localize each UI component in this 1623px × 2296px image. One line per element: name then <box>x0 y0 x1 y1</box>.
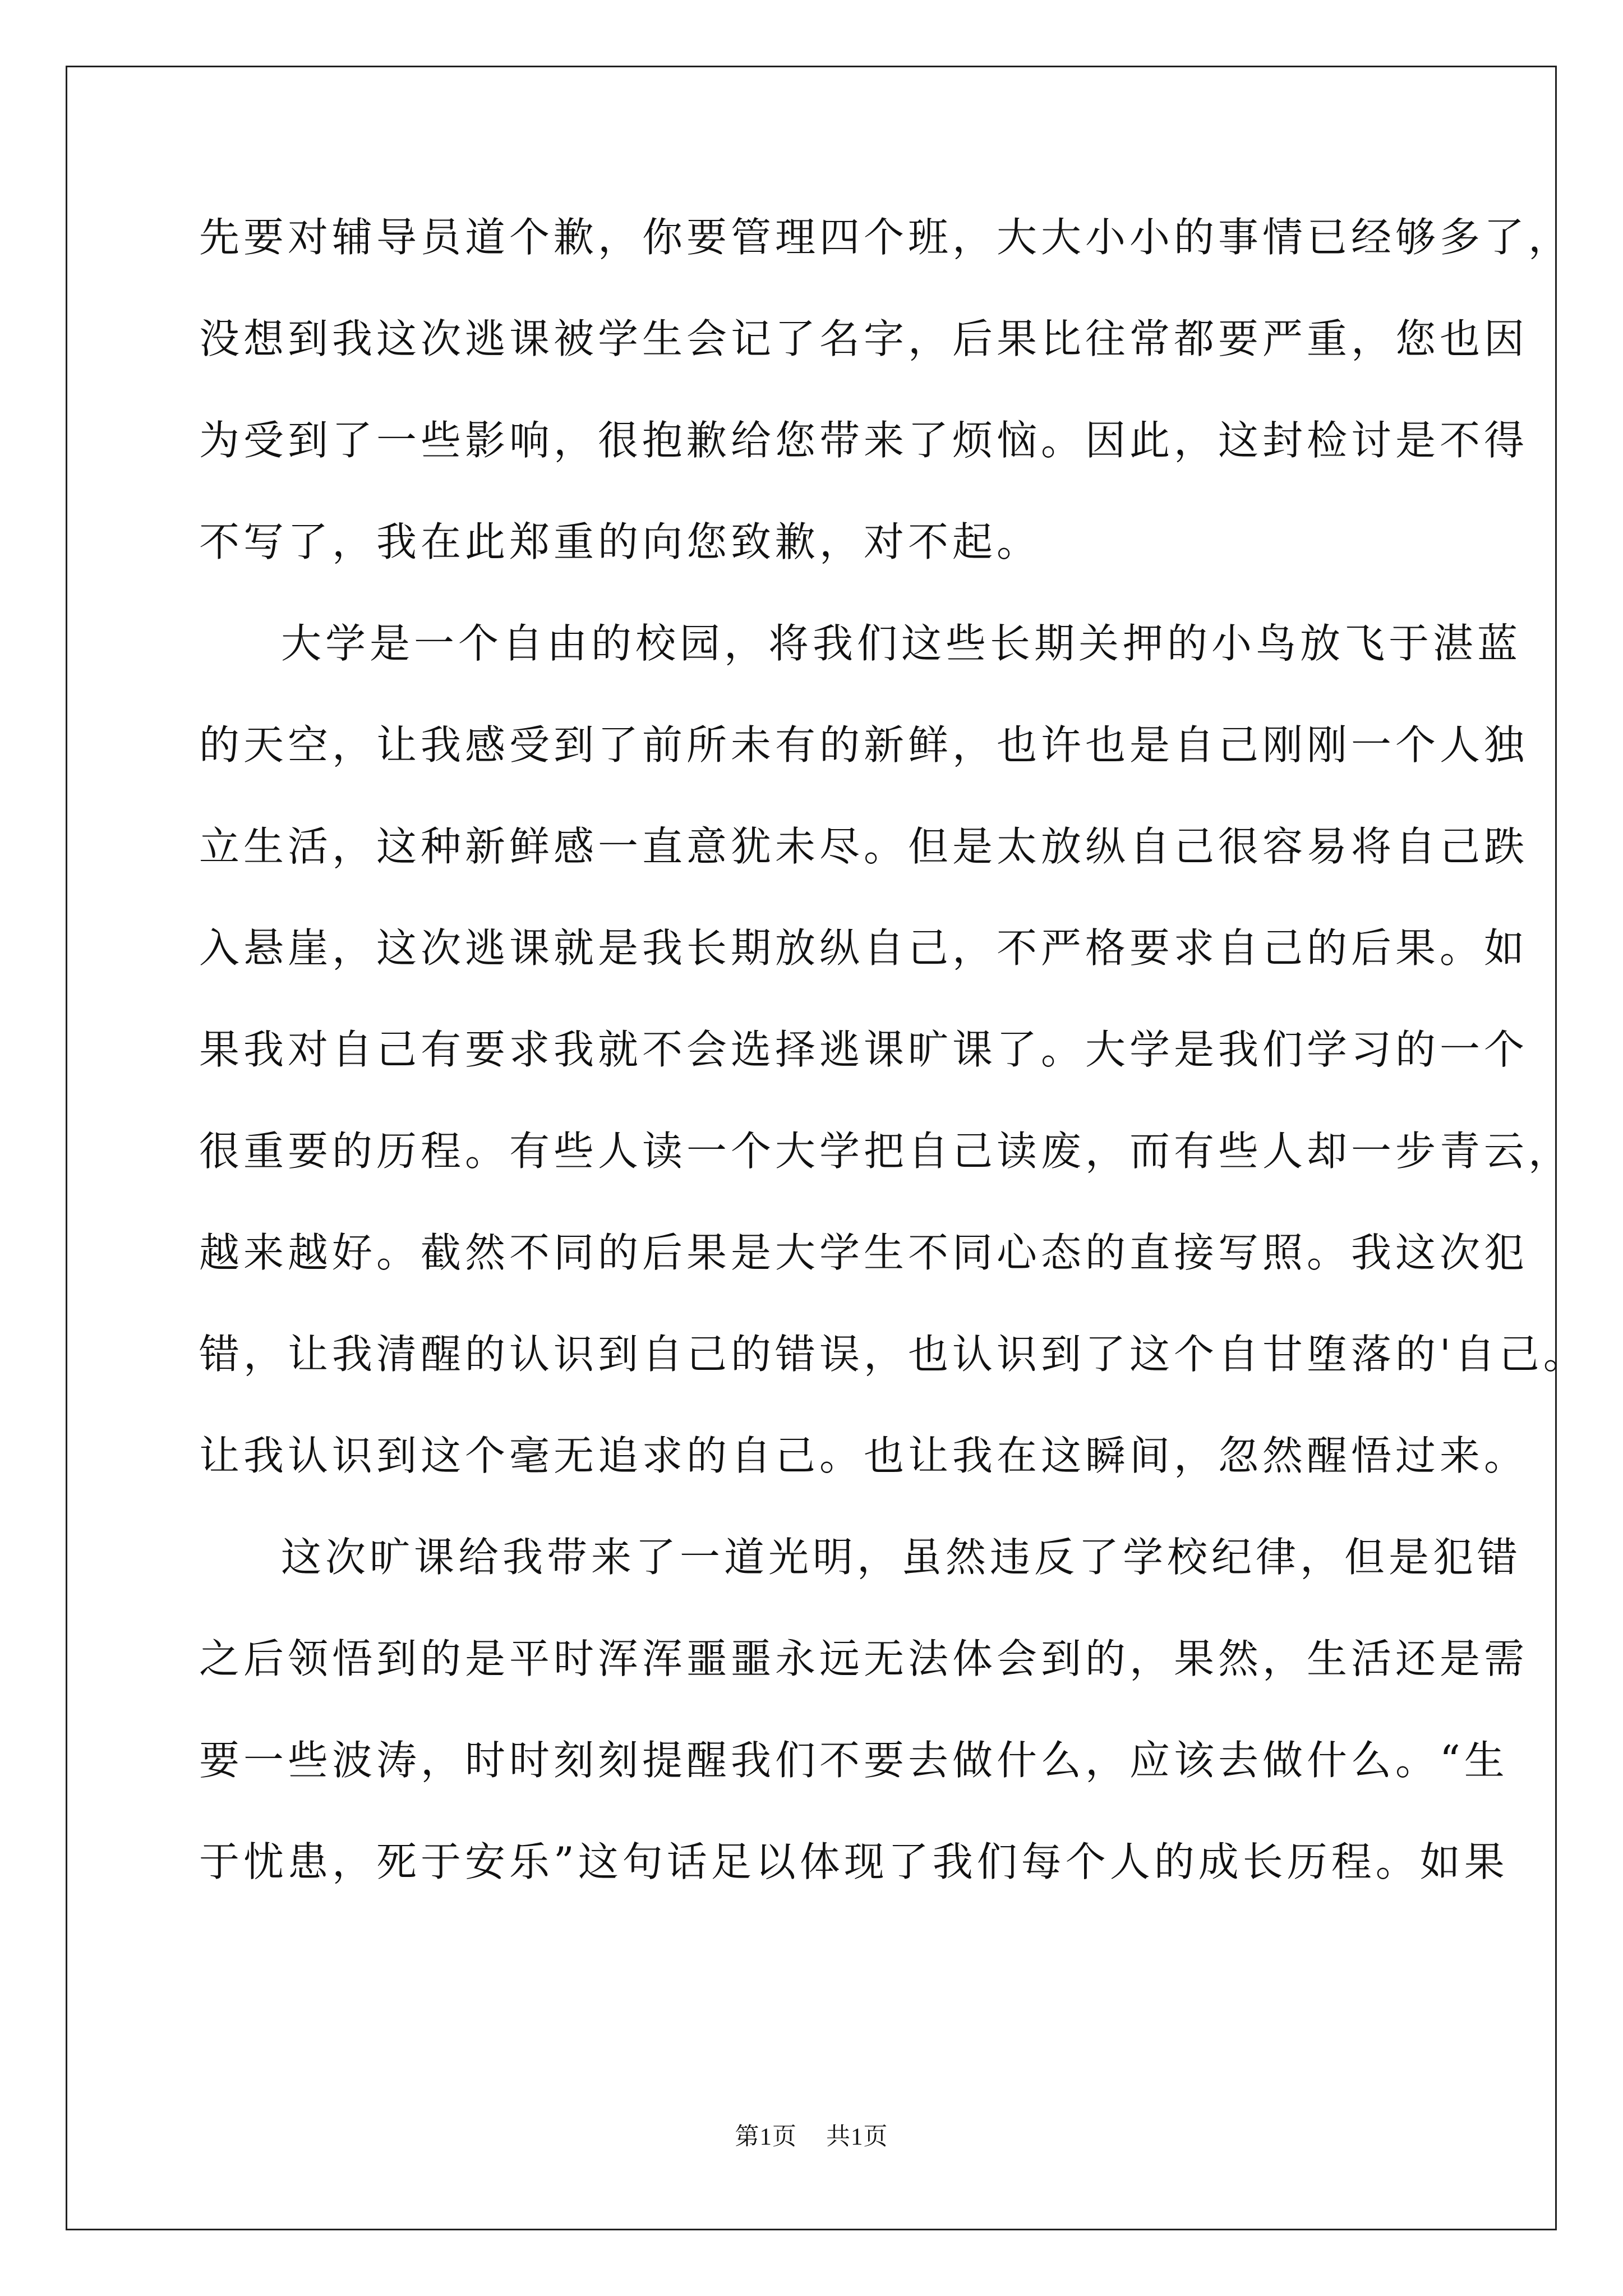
text-line: 入悬崖，这次逃课就是我长期放纵自己，不严格要求自己的后果。如 <box>199 924 1529 972</box>
text-line: 越来越好。截然不同的后果是大学生不同心态的直接写照。我这次犯 <box>199 1229 1529 1276</box>
text-line: 要一些波涛，时时刻刻提醒我们不要去做什么，应该去做什么。“生 <box>199 1737 1509 1784</box>
text-line: 立生活，这种新鲜感一直意犹未尽。但是太放纵自己很容易将自己跌 <box>199 823 1529 870</box>
text-line: 让我认识到这个毫无追求的自己。也让我在这瞬间，忽然醒悟过来。 <box>199 1432 1529 1479</box>
text-line: 不写了，我在此郑重的向您致歉，对不起。 <box>199 518 1041 565</box>
text-line: 果我对自己有要求我就不会选择逃课旷课了。大学是我们学习的一个 <box>199 1026 1529 1073</box>
text-line: 于忧患，死于安乐”这句话足以体现了我们每个人的成长历程。如果 <box>199 1838 1509 1885</box>
paragraph-start-line: 大学是一个自由的校园，将我们这些长期关押的小鸟放飞于湛蓝 <box>281 620 1522 667</box>
document-body <box>199 209 1588 1935</box>
text-line: 的天空，让我感受到了前所未有的新鲜，也许也是自己刚刚一个人独 <box>199 721 1529 769</box>
page-total: 共1页 <box>826 2124 888 2150</box>
page-footer <box>0 2118 1623 2152</box>
text-line: 为受到了一些影响，很抱歉给您带来了烦恼。因此，这封检讨是不得 <box>199 417 1529 464</box>
text-line: 很重要的历程。有些人读一个大学把自己读废，而有些人却一步青云， <box>199 1128 1573 1175</box>
text-line: 没想到我这次逃课被学生会记了名字，后果比往常都要严重，您也因 <box>199 315 1529 362</box>
text-line: 先要对辅导员道个歉，你要管理四个班，大大小小的事情已经够多了， <box>199 214 1573 261</box>
page-number: 第1页 <box>735 2124 797 2150</box>
paragraph-start-line: 这次旷课给我带来了一道光明，虽然违反了学校纪律，但是犯错 <box>281 1534 1522 1581</box>
text-line: 错，让我清醒的认识到自己的错误，也认识到了这个自甘堕落的'自己。 <box>199 1331 1588 1378</box>
text-line: 之后领悟到的是平时浑浑噩噩永远无法体会到的，果然，生活还是需 <box>199 1635 1529 1682</box>
